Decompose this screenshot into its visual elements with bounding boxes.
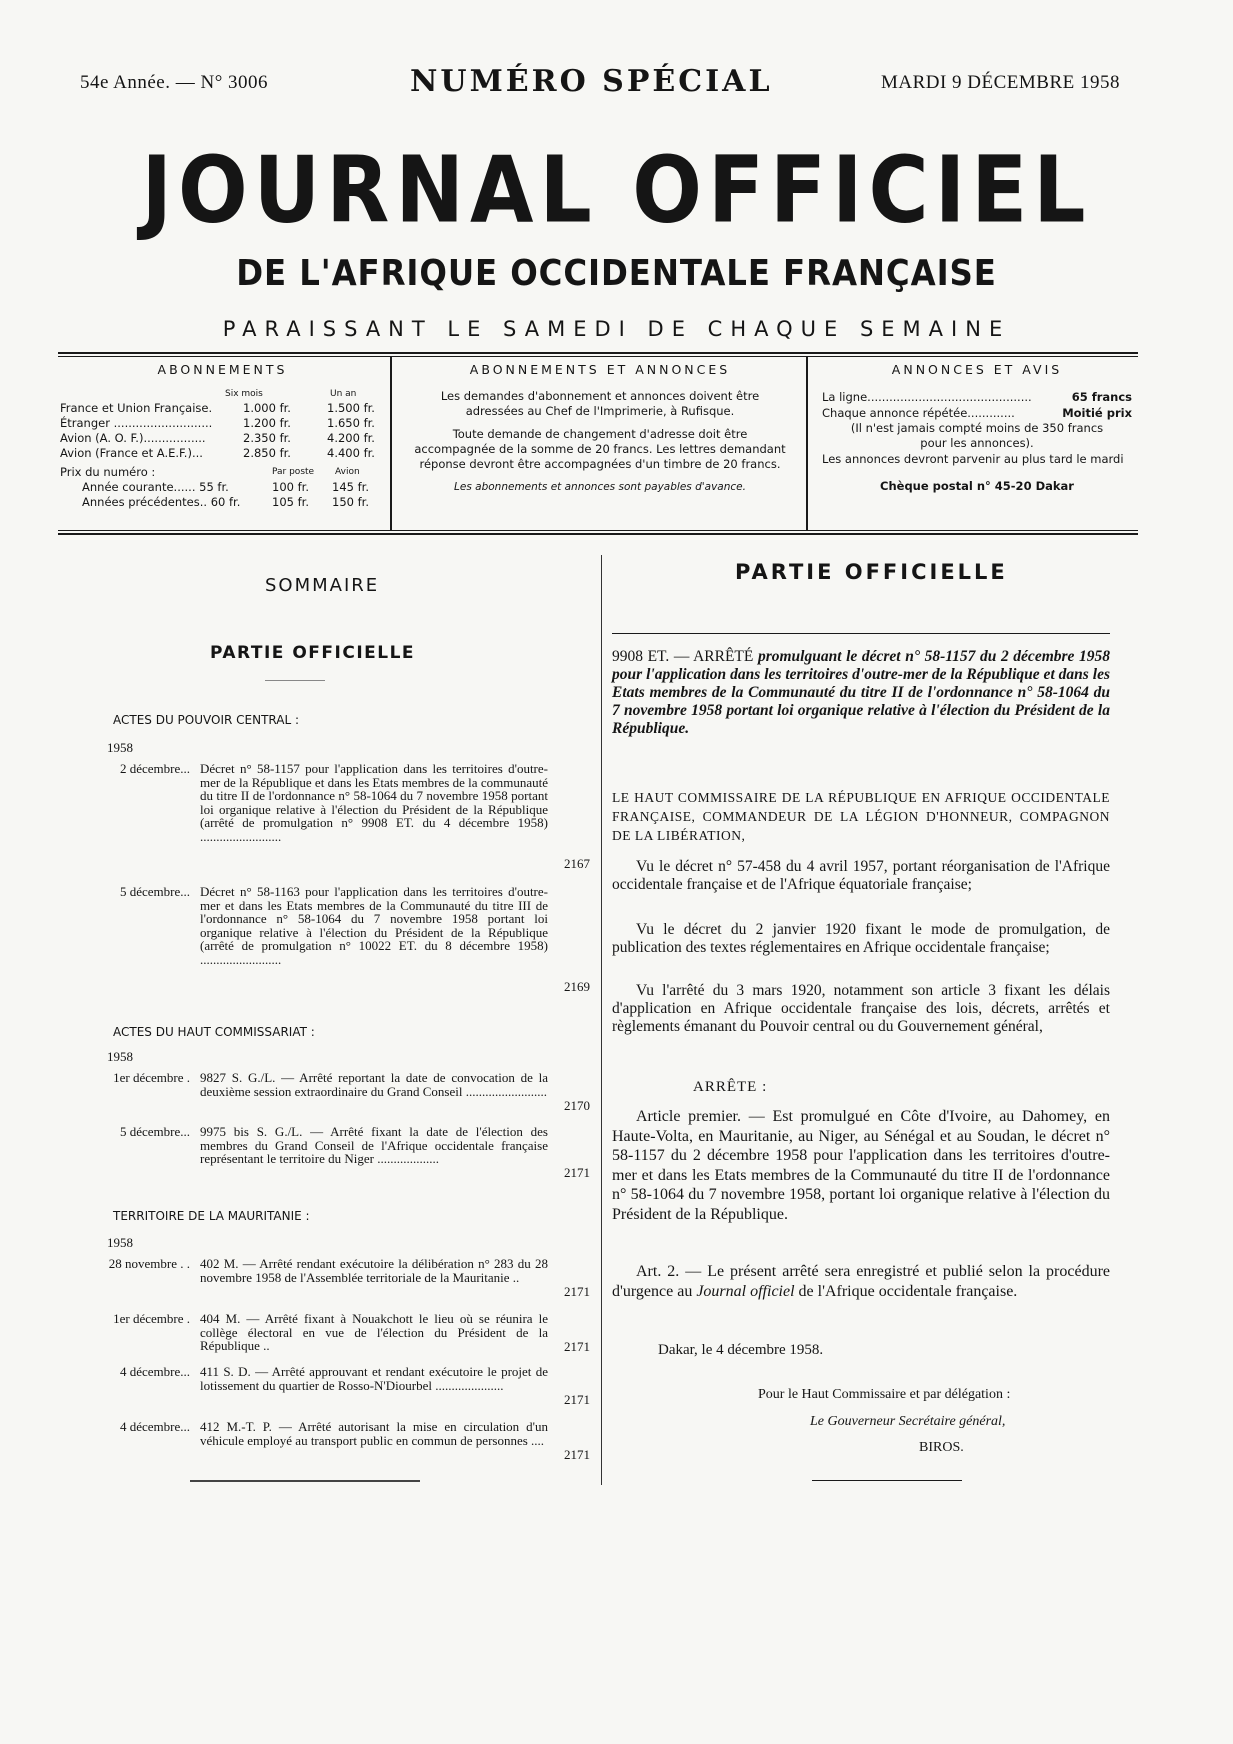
entry-text: Décret n° 58-1157 pour l'application dans les territoires d'outre-mer de la République et dans les Etats membres de la communauté du titre II de l'ordonnance n° 58-1064 du 7 novembre 1958 portant loi organique relative à l'élection du Président de la République (arrêté de promulgation n° 9908 ET. du 4 décembre 1958) ......................... [200, 761, 548, 844]
prix-row: Années précédentes.. 60 fr. 105 fr. 150 fr. [82, 495, 369, 509]
box-divider-2 [806, 357, 808, 530]
entry-text: 402 M. — Arrêté rendant exécutoire la délibération n° 283 du 28 novembre 1958 de l'Assemblée territoriale de la Mauritanie .. [200, 1256, 548, 1285]
entry-date: 1er décembre . [113, 1070, 190, 1085]
arrete-heading [612, 648, 1110, 738]
payment-note: Les abonnements et annonces sont payables d'avance. [454, 481, 746, 493]
entry-date: 2 décembre... [119, 761, 190, 776]
visa-3: Vu l'arrêté du 3 mars 1920, notamment son article 3 fixant les délais d'application en Afrique occidentale française des lois, décrets, arrêtés et règlements émanant du Pouvoir central ou du Gouvernement général, [612, 982, 1110, 1035]
entry-date: 5 décembre... [119, 1124, 190, 1139]
column-divider [601, 555, 602, 1485]
col-avion: Avion [335, 467, 360, 477]
entry-text: 412 M.-T. P. — Arrêté autorisant la mise en circulation d'un véhicule employé au transport public en commun de personnes .... [200, 1419, 548, 1448]
arrete-title: promulguant le décret n° 58-1157 du 2 décembre 1958 pour l'application dans les territoires d'outre-mer de la République et dans les Etats membres de la Communauté du titre II de l'ordonnance n° 58-1064 du 7 novembre 1958 portant loi organique relative à l'élection du Président de la République. [612, 648, 1110, 737]
article-2: Art. 2. — Le présent arrêté sera enregistré et publié selon la procédure d'urgence au Journal officiel de l'Afrique occidentale française. [612, 1263, 1110, 1300]
address-change-note: Toute demande de changement d'adresse doit être accompagnée de la somme de 20 francs. Les lettres demandant réponse devront être accompagnées d'un timbre de 20 francs. [414, 427, 786, 471]
partie-officielle-title: PARTIE OFFICIELLE [735, 560, 1008, 584]
entry-page: 2171 [564, 1392, 590, 1407]
entry-page: 2171 [564, 1339, 590, 1354]
col-par-poste: Par poste [272, 467, 315, 477]
abonnements-annonces-box [405, 362, 795, 527]
visa-2: Vu le décret du 2 janvier 1920 fixant le mode de promulgation, de publication des textes réglementaires en Afrique occidentale française; [612, 921, 1110, 956]
special-issue-label: NUMÉRO SPÉCIAL [410, 64, 773, 99]
prix-row: Année courante...... 55 fr. 100 fr. 145 fr. [82, 480, 369, 494]
short-dashed-rule [265, 680, 325, 681]
abonnement-row: Étranger ........................... 1.200 fr. 1.650 fr. [60, 416, 375, 430]
journal-title: JOURNAL OFFICIEL [141, 137, 1092, 244]
minimum-note: (Il n'est jamais compté moins de 350 francs pour les annonces). [850, 421, 1104, 450]
entry-text: 9827 S. G./L. — Arrêté reportant la date de convocation de la deuxième session extraordinaire du Grand Conseil ......................... [200, 1070, 548, 1099]
deadline-note: Les annonces devront parvenir au plus tard le mardi [822, 452, 1124, 466]
entry-page: 2170 [564, 1098, 590, 1113]
arrete-reference: 9908 ET. — ARRÊTÉ [612, 648, 754, 665]
box-bottom-rule-2 [58, 533, 1138, 535]
issue-number: 54e Année. — N° 3006 [80, 72, 269, 93]
end-ornament-rule [190, 1480, 420, 1482]
right-top-rule [612, 633, 1110, 634]
entry-date: 5 décembre... [119, 884, 190, 899]
box-top-rule-2 [58, 356, 1138, 357]
abonnement-row: Avion (France et A.E.F.)... 2.850 fr. 4.400 fr. [60, 446, 375, 460]
entry-page: 2167 [564, 856, 590, 871]
preamble: LE HAUT COMMISSAIRE DE LA RÉPUBLIQUE EN AFRIQUE OCCIDENTALE FRANÇAISE, COMMANDEUR DE LA LÉGION D'HONNEUR, COMPAGNON DE LA LIBÉRATION, [612, 790, 1110, 843]
box-top-rule [58, 352, 1138, 354]
sommaire-title: SOMMAIRE [265, 575, 380, 596]
entry-text: Décret n° 58-1163 pour l'application dans les territoires d'outre-mer et dans les Etats membres de la Communauté du titre III de l'ordonnance n° 58-1064 du 7 novembre 1958 portant loi organique relative à l'élection du Président de la République (arrêté de promulgation n° 10022 ET. du 8 décembre 1958) ......................... [200, 884, 548, 967]
abonnements-title: ABONNEMENTS [157, 362, 288, 377]
col-one-year: Un an [330, 389, 357, 399]
section-heading: TERRITOIRE DE LA MAURITANIE : [113, 1209, 310, 1223]
delegation-line: Pour le Haut Commissaire et par délégation : [758, 1387, 1011, 1402]
place-date: Dakar, le 4 décembre 1958. [658, 1342, 824, 1358]
entry-text: 411 S. D. — Arrêté approuvant et rendant exécutoire le projet de lotissement du quartier de Rosso-N'Diourbel ..................... [200, 1364, 548, 1393]
section-heading: ACTES DU HAUT COMMISSARIAT : [113, 1025, 315, 1039]
annonces-avis-box [822, 362, 1132, 527]
issue-line [80, 64, 1120, 100]
section-year: 1958 [107, 740, 133, 755]
ligne-rate: La ligne............................................. 65 francs [822, 390, 1132, 404]
subscription-address-note: Les demandes d'abonnement et annonces doivent être adressées au Chef de l'Imprimerie, à Rufisque. [440, 389, 760, 418]
arrete-label: ARRÊTE : [693, 1079, 768, 1095]
section-heading: ACTES DU POUVOIR CENTRAL : [113, 713, 300, 727]
issue-date: MARDI 9 DÉCEMBRE 1958 [880, 72, 1120, 93]
signature-rule [812, 1480, 962, 1481]
entry-page: 2171 [564, 1447, 590, 1462]
box-divider-1 [390, 357, 392, 530]
entry-page: 2171 [564, 1165, 590, 1180]
sommaire-partie-title: PARTIE OFFICIELLE [210, 643, 416, 663]
abonnement-row: Avion (A. O. F.)................. 2.350 fr. 4.200 fr. [60, 431, 375, 445]
entry-date: 1er décembre . [113, 1311, 190, 1326]
section-year: 1958 [107, 1049, 133, 1064]
signer-name: BIROS. [919, 1440, 964, 1455]
abonnements-box [60, 362, 385, 527]
visa-1: Vu le décret n° 57-458 du 4 avril 1957, portant réorganisation de l'Afrique occidentale française et de l'Afrique équatoriale française; [612, 858, 1110, 893]
publication-frequency: PARAISSANT LE SAMEDI DE CHAQUE SEMAINE [222, 317, 1011, 341]
entry-date: 28 novembre . . [108, 1256, 190, 1271]
article-1: Article premier. — Est promulgué en Côte d'Ivoire, au Dahomey, en Haute-Volta, en Mauritanie, au Niger, au Sénégal et au Soudan, le décret n° 58-1157 du 2 décembre 1958 pour l'application dans les territoires d'outre-mer et dans les Etats membres de la Communauté du titre II de l'ordonnance n° 58-1064 du 7 novembre 1958, portant loi organique relative à l'élection du Président de la République. [612, 1108, 1110, 1223]
postal-cheque: Chèque postal n° 45-20 Dakar [880, 479, 1074, 493]
section-year: 1958 [107, 1235, 133, 1250]
abonnements-annonces-title: ABONNEMENTS ET ANNONCES [469, 362, 731, 377]
box-bottom-rule [58, 530, 1138, 531]
prix-numero-label: Prix du numéro : [60, 465, 156, 479]
entry-text: 9975 bis S. G./L. — Arrêté fixant la date de l'élection des membres du Grand Conseil de l'Afrique occidentale française représentant le territoire du Niger ................... [200, 1124, 548, 1166]
entry-text: 404 M. — Arrêté fixant à Nouakchott le lieu où se réunira le collège électoral en vue de l'élection du Président de la République .. [200, 1311, 548, 1353]
annonces-avis-title: ANNONCES ET AVIS [891, 362, 1063, 377]
abonnement-row: France et Union Française. 1.000 fr. 1.500 fr. [60, 401, 375, 415]
journal-subtitle: DE L'AFRIQUE OCCIDENTALE FRANÇAISE [236, 253, 997, 294]
entry-page: 2169 [564, 979, 590, 994]
entry-page: 2171 [564, 1284, 590, 1299]
signer-role: Le Gouverneur Secrétaire général, [810, 1414, 1006, 1429]
repeated-rate: Chaque annonce répétée............. Moitié prix [822, 406, 1132, 420]
col-six-months: Six mois [225, 389, 263, 399]
entry-date: 4 décembre... [119, 1364, 190, 1379]
entry-date: 4 décembre... [119, 1419, 190, 1434]
